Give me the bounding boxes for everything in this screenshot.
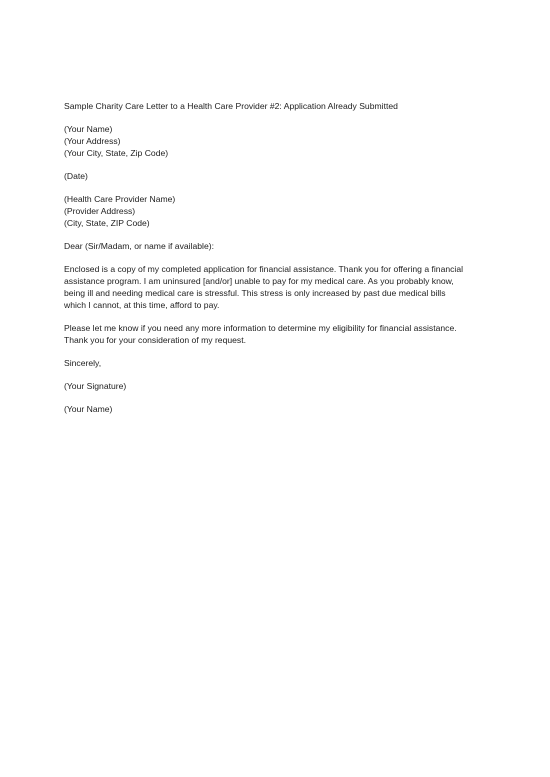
recipient-address: (Provider Address) <box>64 206 136 216</box>
recipient-address-block <box>64 193 494 229</box>
letter-body <box>64 100 494 426</box>
salutation: Dear (Sir/Madam, or name if available): <box>64 241 214 251</box>
paragraph-1-line-4: which I cannot, at this time, afford to pay. <box>64 300 220 310</box>
signer-name-block <box>64 403 494 415</box>
paragraph-1-line-1: Enclosed is a copy of my completed application for financial assistance. Thank you for offering a financial <box>64 264 464 274</box>
paragraph-2-line-2: Thank you for your consideration of my request. <box>64 335 246 345</box>
body-paragraph-2 <box>64 322 494 346</box>
body-paragraph-1 <box>64 263 494 311</box>
paragraph-1-line-2: assistance program. I am uninsured [and/or] unable to pay for my medical care. As you probably know, <box>64 276 454 286</box>
date-block <box>64 170 494 182</box>
recipient-city-state-zip: (City, State, ZIP Code) <box>64 218 150 228</box>
signature-placeholder: (Your Signature) <box>64 381 127 391</box>
letter-date: (Date) <box>64 171 88 181</box>
closing: Sincerely, <box>64 358 102 368</box>
paragraph-2-line-1: Please let me know if you need any more information to determine my eligibility for financial assistance. <box>64 323 457 333</box>
signer-name: (Your Name) <box>64 404 113 414</box>
document-title-block <box>64 100 494 112</box>
recipient-name: (Health Care Provider Name) <box>64 194 176 204</box>
sender-address: (Your Address) <box>64 136 121 146</box>
sender-name: (Your Name) <box>64 124 113 134</box>
salutation-block <box>64 240 494 252</box>
signature-block <box>64 380 494 392</box>
document-title: Sample Charity Care Letter to a Health Care Provider #2: Application Already Submitted <box>64 101 398 111</box>
closing-block <box>64 357 494 369</box>
sender-city-state-zip: (Your City, State, Zip Code) <box>64 148 169 158</box>
paragraph-1-line-3: being ill and needing medical care is stressful. This stress is only increased by past due medical bills <box>64 288 446 298</box>
sender-address-block <box>64 123 494 159</box>
